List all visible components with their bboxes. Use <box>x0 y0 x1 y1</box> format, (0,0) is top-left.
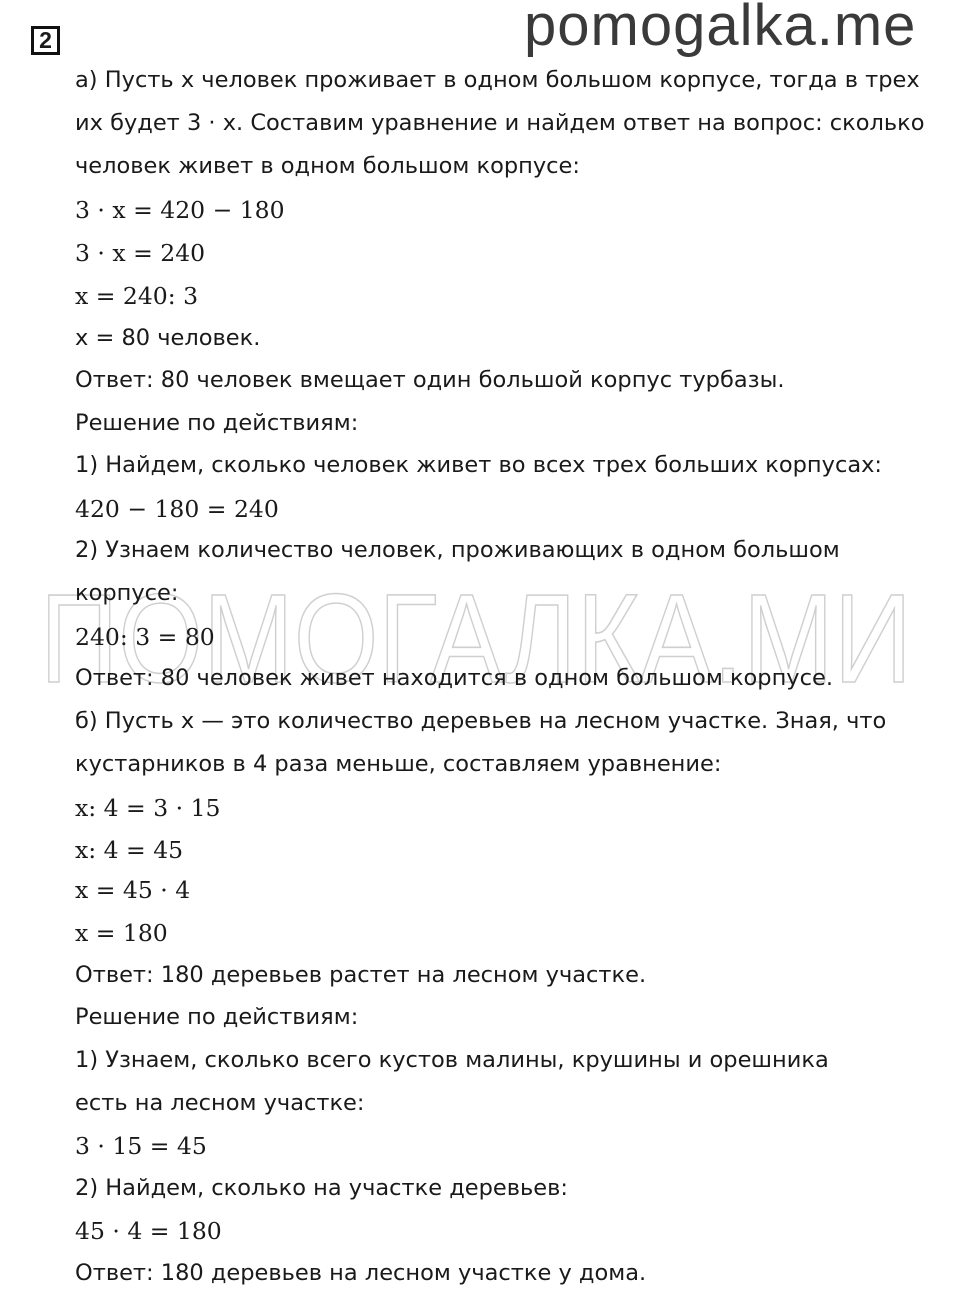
text-line: человек живет в одном большом корпусе: <box>75 153 580 179</box>
text-line: 2) Найдем, сколько на участке деревьев: <box>75 1175 568 1201</box>
text-line: а) Пусть x человек проживает в одном большом корпусе, тогда в трех <box>75 67 920 93</box>
answer-line: Ответ: 180 деревьев на лесном участке у дома. <box>75 1260 647 1286</box>
equation-line: 3 · x = 240 <box>75 239 206 267</box>
text-line: есть на лесном участке: <box>75 1090 365 1116</box>
equation-line: x: 4 = 3 · 15 <box>75 794 221 822</box>
text-line: 1) Найдем, сколько человек живет во всех трех больших корпусах: <box>75 452 883 478</box>
task-number-badge: 2 <box>31 26 60 55</box>
answer-line: Ответ: 80 человек живет находится в одном большом корпусе. <box>75 665 833 691</box>
equation-line: x: 4 = 45 <box>75 836 184 864</box>
equation-line: 45 · 4 = 180 <box>75 1217 222 1245</box>
text-line: Решение по действиям: <box>75 1004 359 1030</box>
text-line: Решение по действиям: <box>75 410 359 436</box>
equation-line: x = 180 <box>75 919 168 947</box>
equation-line: 420 − 180 = 240 <box>75 495 279 523</box>
equation-line: 240: 3 = 80 <box>75 623 215 651</box>
text-line: 1) Узнаем, сколько всего кустов малины, крушины и орешника <box>75 1047 829 1073</box>
equation-line: x = 240: 3 <box>75 282 199 310</box>
equation-line: 3 · x = 420 − 180 <box>75 196 285 224</box>
text-line: б) Пусть x — это количество деревьев на лесном участке. Зная, что <box>75 708 887 734</box>
answer-line: Ответ: 80 человек вмещает один большой корпус турбазы. <box>75 367 785 393</box>
site-logo[interactable]: pomogalka.me <box>524 0 917 58</box>
text-line: 2) Узнаем количество человек, проживающих в одном большом <box>75 537 840 563</box>
equation-line: x = 45 · 4 <box>75 876 191 904</box>
watermark-text: ПОМОГАЛКА.МИ <box>40 570 912 700</box>
equation-line: x = 80 человек. <box>75 325 261 351</box>
text-line: кустарников в 4 раза меньше, составляем уравнение: <box>75 751 722 777</box>
equation-line: 3 · 15 = 45 <box>75 1132 207 1160</box>
text-line: корпусе: <box>75 580 179 606</box>
text-line: их будет 3 · x. Составим уравнение и найдем ответ на вопрос: сколько <box>75 110 925 136</box>
answer-line: Ответ: 180 деревьев растет на лесном участке. <box>75 962 647 988</box>
